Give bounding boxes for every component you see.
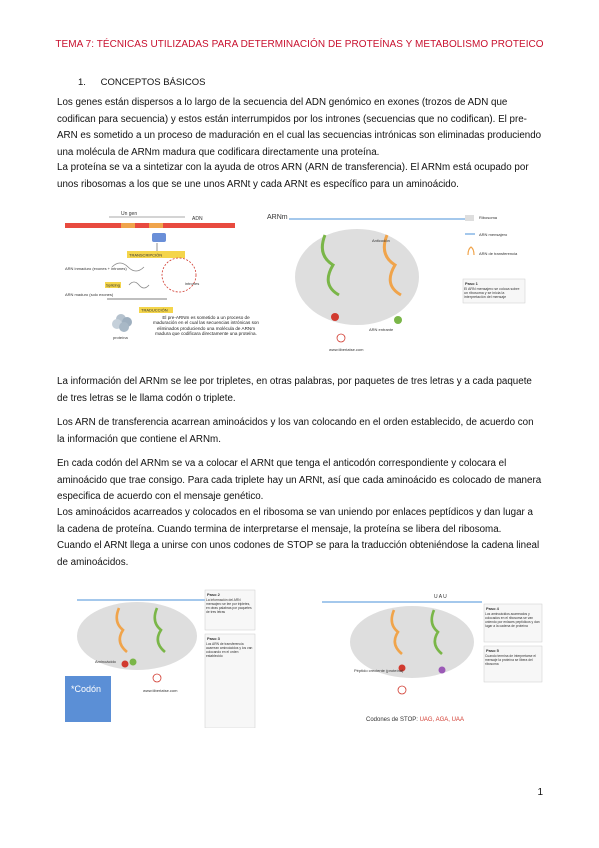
legend-arn-mensajero: ARN mensajero	[479, 232, 508, 237]
paragraph-proteina: La proteína se va a sintetizar con la ayuda de otros ARN (ARN de transferencia). El ARNm está ocupado por unos ribosomas a los que se une unos ARNt y cada ARNt es específico para un aminoácido.	[57, 162, 529, 190]
stop-codons: UAG, AGA, UAA	[419, 717, 464, 723]
paragraph-genes: Los genes están dispersos a lo largo de la secuencia del ADN genómico en exones (trozos de ADN que codifican para secuencia) y estos están interrumpidos por los intrones (secuencias que no codifican). El pre-ARN es sometido a un proceso de maduración en el cual las secuencias intrónicas son eliminadas produciendo una molécula de ARNm madura que codificara directamente una proteína.	[57, 97, 542, 158]
logo-icon	[337, 334, 345, 342]
figure-gene-splicing	[57, 203, 262, 353]
figure2-website: www.tiberiatse.com	[329, 347, 364, 352]
amino-acid-green	[394, 316, 402, 324]
proteina-label: proteína	[113, 335, 128, 340]
splicing-label: Splicing	[106, 282, 121, 288]
paragraph-peptidos: Los aminoácidos acarreados y colocados en el ribosoma se van uniendo por enlaces peptídicos y dan lugar a la cadena de proteína. Cuando termina de interpretarse el mensaje, la proteína se libera del ribosoma.	[57, 507, 533, 535]
paso2-label: Paso 2	[207, 592, 220, 597]
intrones-label: intrones	[185, 281, 200, 286]
section-number: 1.	[78, 77, 86, 88]
paso2-text: La información del ARN mensajero se lee por tripletes, en otras palabras por paquetes de tres letras	[206, 598, 252, 614]
gene-label: Un gen	[121, 211, 138, 217]
aminoacido-label: Aminoácido	[95, 659, 116, 664]
traduccion-label: TRADUCCIÓN	[141, 307, 168, 313]
codon-box-label: *Codón	[71, 684, 102, 694]
transcripcion-label: TRANSCRIPCIÓN	[129, 252, 163, 258]
paso4-label: Paso 4	[486, 606, 499, 611]
legend-arn-transferencia: ARN de transferencia	[479, 251, 518, 256]
document-title: TEMA 7: TÉCNICAS UTILIZADAS PARA DETERMINACIÓN DE PROTEÍNAS Y METABOLISMO PROTEICO	[55, 39, 544, 50]
figure1-caption: El pre-ARNm es sometido a un proceso de maduración en el cual las secuencias intrónicas son eliminados produciendo una molécula de ARNm madura que codificara directamente una proteína.	[153, 315, 259, 336]
paragraph-arnt: Los ARN de transferencia acarrean aminoácidos y los van colocando en el orden establecido, de acuerdo con la información que contiene el ARNm.	[57, 417, 534, 445]
stop-codons-caption	[366, 717, 464, 723]
stop-prefix: Codones de STOP:	[366, 717, 418, 723]
section-heading	[78, 77, 205, 88]
paso3-text: Los ARN de transferencia acarrean aminoácidos y los van colocando en el orden establecido	[206, 642, 253, 658]
paragraph-stop: Cuando el ARNt llega a unirse con unos codones de STOP se para la traducción obteniéndose la cadena lineal de aminoácidos.	[57, 540, 540, 568]
arn-entrante-label: ARN entrante	[369, 327, 394, 332]
paso3-label: Paso 3	[207, 636, 220, 641]
paso4-text: Los aminoácidos acarreados y colocados en el ribosoma se van uniendo por enlaces peptídicos y dan lugar a la cadena de proteína	[485, 612, 540, 628]
protein-icon	[112, 314, 132, 332]
arnm-label: ARNm	[267, 214, 288, 221]
paso5-text: Cuando termina de interpretarse el mensaje la proteína se libera del ribosoma	[485, 654, 536, 666]
paso1-text: El ARN mensajero se coloca sobre un ribosoma y se inicia la interpretación del mensaje	[464, 287, 520, 300]
codon-box	[65, 676, 111, 722]
section-title: CONCEPTOS BÁSICOS	[100, 77, 206, 88]
paso5-label: Paso 5	[486, 648, 499, 653]
peptido-label: Péptido creciente (proteína)	[354, 668, 404, 673]
ribosome-shape	[295, 229, 419, 325]
figure-codon	[57, 588, 257, 728]
paragraph-codon: En cada codón del ARNm se va a colocar el ARNt que tenga el anticodón correspondiente y colocara el aminoácido que trae consigo. Para cada triplete hay un ARNt, así que cada aminoácido es colocado de manera especifica de acuerdo con el mensaje genético.	[57, 458, 542, 502]
arn-maduro-label: ARN maduro (solo exones)	[65, 292, 114, 297]
polymerase-icon	[152, 233, 166, 242]
arn-inmaduro-label: ARN inmaduro (exones + intrones)	[65, 266, 127, 271]
legend-ribosoma: Ribosoma	[479, 215, 498, 220]
codon-uau: U A U	[434, 594, 447, 600]
paso1-label: Paso 1	[465, 281, 478, 286]
adn-label: ADN	[192, 216, 203, 222]
page-number: 1	[537, 787, 543, 798]
intron-circle	[162, 258, 196, 292]
figure-ribosome	[267, 207, 545, 360]
anticodon-label: Anticodón	[372, 238, 390, 243]
figure-stop	[312, 590, 544, 708]
paragraph-tripletes: La información del ARNm se lee por tripletes, en otras palabras, por paquetes de tres letras y a cada paquete de tres letras se le llama codón o triplete.	[57, 376, 532, 404]
amino-acid-red	[331, 313, 339, 321]
figure3-website: www.tiberiatse.com	[143, 688, 178, 693]
